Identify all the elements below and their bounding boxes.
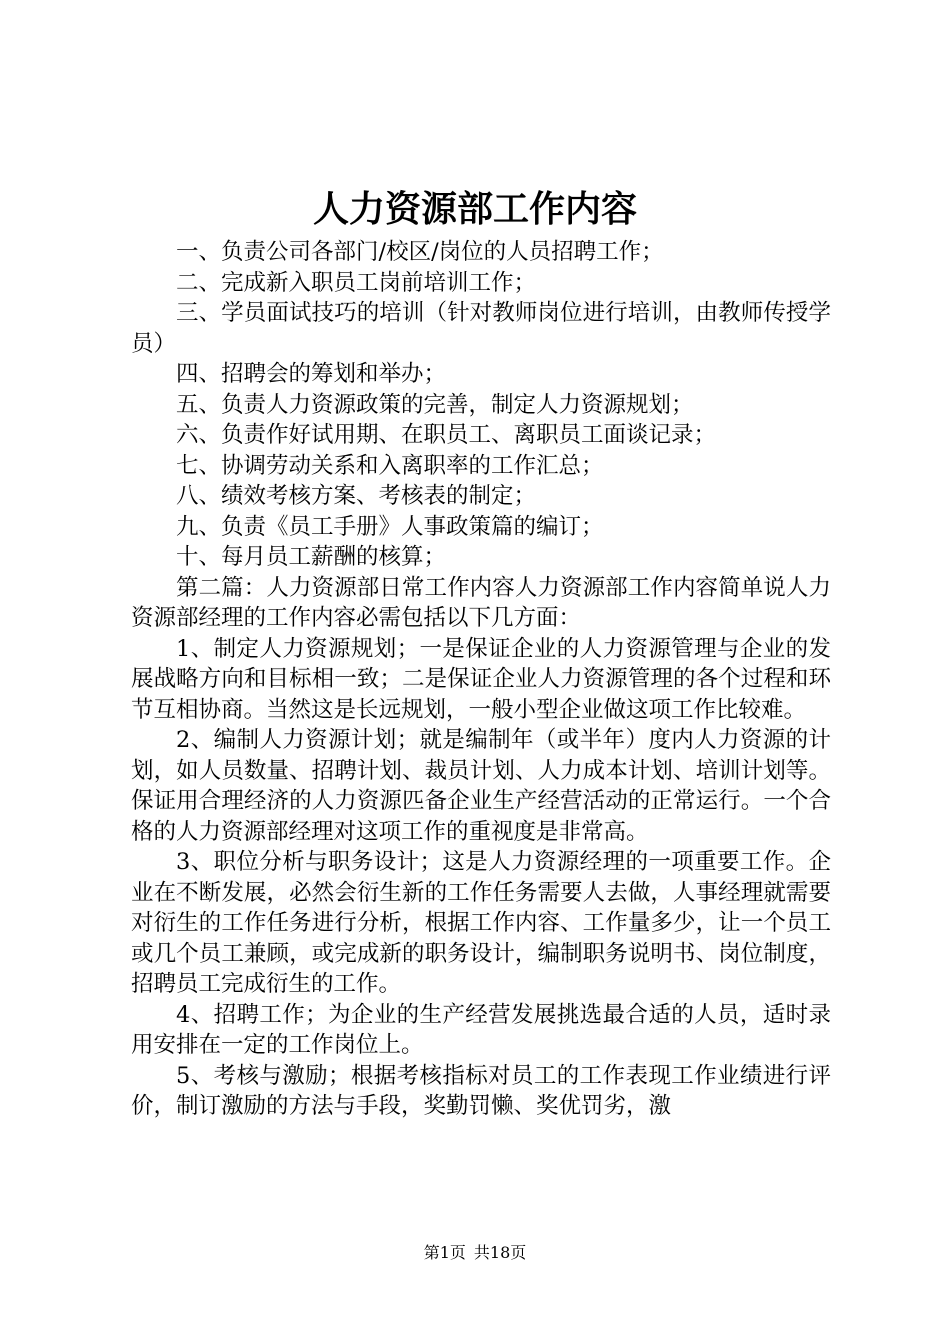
paragraph: 二、完成新入职员工岗前培训工作； (176, 269, 537, 296)
paragraph: 六、负责作好试用期、在职员工、离职员工面谈记录； (176, 422, 717, 448)
document-body (131, 237, 831, 1122)
paragraph: 九、负责《员工手册》人事政策篇的编订； (176, 513, 604, 540)
paragraph: 2、编制人力资源计划；就是编制年（或半年）度内人力资源的计划，如人员数量、招聘计划、裁员计划、人力成本计划、培训计划等。保证用合理经济的人力资源匹备企业生产经营活动的正常运行。一个合格的人力资源部经理对这项工作的重视度是非常高。 (131, 727, 831, 845)
paragraph: 四、招聘会的筹划和举办； (176, 361, 447, 387)
page-total: 共18页 (473, 1243, 527, 1262)
paragraph: 三、学员面试技巧的培训（针对教师岗位进行培训，由教师传授学员） (131, 300, 831, 357)
paragraph: 八、绩效考核方案、考核表的制定； (176, 483, 537, 509)
paragraph: 第二篇：人力资源部日常工作内容人力资源部工作内容简单说人力资源部经理的工作内容必需包括以下几方面： (131, 574, 831, 631)
paragraph: 十、每月员工薪酬的核算； (176, 544, 447, 570)
paragraph: 3、职位分析与职务设计；这是人力资源经理的一项重要工作。企业在不断发展，必然会衍生新的工作任务需要人去做，人事经理就需要对衍生的工作任务进行分析，根据工作内容、工作量多少，让一个员工或几个员工兼顾，或完成新的职务设计，编制职务说明书、岗位制度，招聘员工完成衍生的工作。 (131, 849, 831, 997)
paragraph: 一、负责公司各部门/校区/岗位的人员招聘工作； (176, 239, 664, 265)
paragraph: 1、制定人力资源规划；一是保证企业的人力资源管理与企业的发展战略方向和目标相一致；二是保证企业人力资源管理的各个过程和环节互相协商。当然这是长远规划，一般小型企业做这项工作比较难。 (131, 635, 831, 723)
page-number: 第1页 (423, 1243, 466, 1262)
paragraph: 五、负责人力资源政策的完善，制定人力资源规划； (176, 391, 694, 418)
document-title: 人力资源部工作内容 (312, 188, 637, 230)
paragraph: 5、考核与激励；根据考核指标对员工的工作表现工作业绩进行评价，制订激励的方法与手段，奖勤罚懒、奖优罚劣，激 (131, 1062, 831, 1119)
page-footer (0, 1242, 950, 1264)
paragraph: 七、协调劳动关系和入离职率的工作汇总； (176, 452, 604, 479)
paragraph: 4、招聘工作；为企业的生产经营发展挑选最合适的人员，适时录用安排在一定的工作岗位上。 (131, 1001, 831, 1058)
